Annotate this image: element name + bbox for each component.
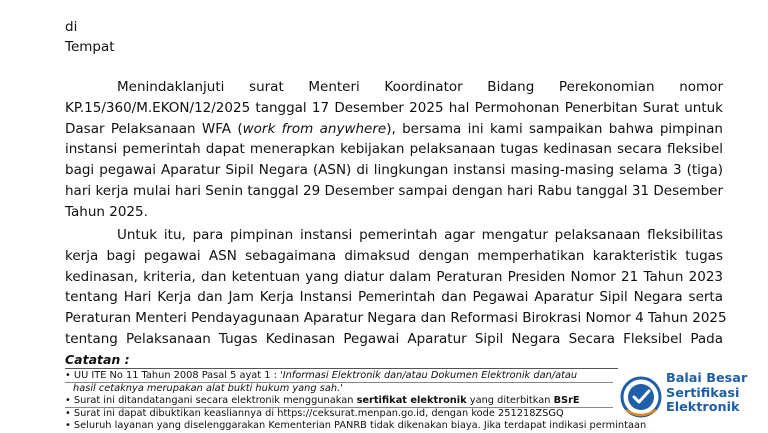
paragraph-1-italic-wfa: work from anywhere	[242, 120, 387, 137]
bsre-label	[666, 372, 747, 416]
paragraph-1-line: Tahun 2025.	[65, 203, 148, 220]
bsre-label-line: Elektronik	[666, 400, 740, 415]
paragraph-2-line: tentang Hari Kerja dan Jam Kerja Instansi Pemerintah dan Pegawai Aparatur Sipil Negara serta	[65, 289, 723, 306]
note-text: • UU ITE No 11 Tahun 2008 Pasal 5 ayat 1 : '	[65, 370, 283, 381]
catatan-inner-divider	[65, 382, 613, 383]
bsre-label-line: Sertifikasi	[666, 385, 740, 401]
bsre-label-line: Balai Besar	[666, 371, 748, 386]
paragraph-1-line: hari kerja mulai hari Senin tanggal 29 Desember sampai dengan hari Rabu tanggal 31 Desember	[65, 182, 723, 199]
paragraph-1-text: ), bersama ini kami sampaikan bahwa pimpinan	[386, 120, 723, 137]
note-italic: Informasi Elektronik dan/atau Dokumen Elektronik dan/atau	[282, 370, 578, 381]
note-text: '	[340, 382, 343, 394]
paragraph-1-text: Dasar Pelaksanaan WFA (	[65, 120, 243, 137]
note-free-service: • Seluruh layanan yang diselenggarakan Kementerian PANRB tidak dikenakan biaya. Jika terdapat indikasi permintaan	[65, 420, 647, 431]
note-text: • Surat ini ditandatangani secara elektronik menggunakan	[65, 395, 357, 406]
paragraph-1-line: KP.15/360/M.EKON/12/2025 tanggal 17 Desember 2025 hal Permohonan Penerbitan Surat untuk	[65, 99, 723, 116]
note-text: yang diterbitkan	[466, 395, 554, 406]
paragraph-2-line: kerja bagi pegawai ASN sebagaimana dimaksud dengan memperhatikan karakteristik tugas	[65, 247, 723, 264]
paragraph-1	[65, 77, 723, 223]
paragraph-1-line: instansi pemerintah dapat menerapkan kebijakan pelaksanaan tugas kedinasan secara fleksibel	[65, 141, 723, 158]
paragraph-2-line: Peraturan Menteri Pendayagunaan Aparatur Negara dan Reformasi Birokrasi Nomor 4 Tahun 2025	[65, 310, 727, 327]
catatan-inner-divider	[65, 407, 613, 408]
paragraph-2	[65, 225, 727, 350]
note-italic: hasil cetaknya merupakan alat bukti hukum yang sah.	[73, 382, 341, 394]
bsre-badge	[620, 372, 766, 422]
catatan-divider	[65, 368, 618, 369]
address-line-di: di	[65, 19, 78, 35]
note-verification: • Surat ini dapat dibuktikan keasliannya di https://ceksurat.menpan.go.id, dengan kode 251218ZSGQ	[65, 407, 564, 419]
paragraph-2-line: tentang Pelaksanaan Tugas Kedinasan Pegawai Aparatur Sipil Negara Secara Fleksibel Pada	[65, 330, 723, 347]
note-signature	[65, 395, 625, 408]
note-ite	[65, 370, 625, 383]
note-bold: BSrE	[553, 395, 580, 406]
paragraph-1-line: Menindaklanjuti surat Menteri Koordinator Bidang Perekonomian nomor	[117, 79, 723, 95]
bsre-logo-icon	[620, 376, 662, 418]
note-ite-cont	[65, 383, 625, 396]
catatan-notes	[65, 370, 647, 433]
paragraph-1-line: bagi pegawai Aparatur Sipil Negara (ASN) di lingkungan instansi masing-masing selama 3 (tiga)	[65, 162, 723, 179]
note-bold: sertifikat elektronik	[356, 395, 467, 406]
paragraph-2-line: Untuk itu, para pimpinan instansi pemerintah agar mengatur pelaksanaan fleksibilitas	[117, 227, 723, 243]
address-line-tempat: Tempat	[65, 39, 115, 55]
paragraph-1-line	[65, 119, 723, 140]
catatan-title: Catatan :	[65, 352, 130, 367]
paragraph-2-line: kedinasan, kriteria, dan ketentuan yang diatur dalam Peraturan Presiden Nomor 21 Tahun 2023	[65, 268, 723, 285]
